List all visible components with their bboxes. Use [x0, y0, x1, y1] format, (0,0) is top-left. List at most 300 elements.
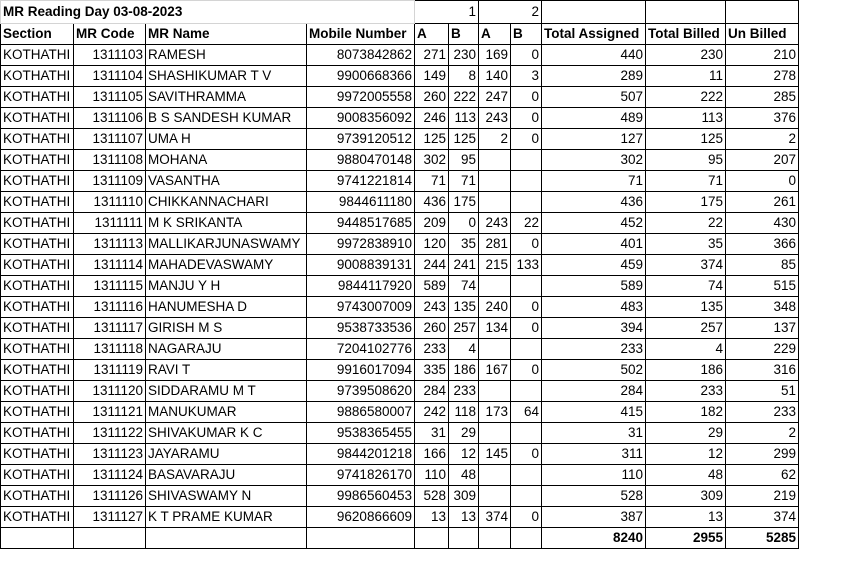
table-row	[1, 255, 799, 276]
cell-un-billed: 219	[726, 486, 799, 507]
table-row	[1, 276, 799, 297]
cell-group2-a: 169	[479, 45, 511, 66]
cell-group2-b: 22	[511, 213, 542, 234]
cell-group1-a: 166	[415, 444, 449, 465]
cell-total-billed: 11	[646, 66, 726, 87]
cell-mobile-number: 9972005558	[307, 87, 415, 108]
cell-mr-name: SHIVAKUMAR K C	[146, 423, 307, 444]
cell-total-assigned: 483	[542, 297, 646, 318]
cell-group1-b: 186	[449, 360, 479, 381]
cell-mr-name: NAGARAJU	[146, 339, 307, 360]
cell-mr-code: 1311113	[74, 234, 146, 255]
cell-un-billed: 261	[726, 192, 799, 213]
cell-section: KOTHATHI	[1, 129, 74, 150]
cell-total-assigned: 452	[542, 213, 646, 234]
cell-mobile-number: 7204102776	[307, 339, 415, 360]
cell-mr-code: 1311111	[74, 213, 146, 234]
cell-total-assigned: 31	[542, 423, 646, 444]
cell-mr-name: M K SRIKANTA	[146, 213, 307, 234]
header-group2-a: A	[479, 24, 511, 45]
cell-group2-a: 240	[479, 297, 511, 318]
cell-group1-a: 302	[415, 150, 449, 171]
cell-mobile-number: 9916017094	[307, 360, 415, 381]
cell-mr-code: 1311120	[74, 381, 146, 402]
cell-group1-b: 95	[449, 150, 479, 171]
header-total-billed: Total Billed	[646, 24, 726, 45]
table-row	[1, 423, 799, 444]
cell-total-billed: 125	[646, 129, 726, 150]
cell-section: KOTHATHI	[1, 234, 74, 255]
cell-group1-a: 246	[415, 108, 449, 129]
title-row	[1, 1, 799, 24]
table-row	[1, 444, 799, 465]
cell-group2-a: 281	[479, 234, 511, 255]
cell-group1-a: 260	[415, 87, 449, 108]
cell-section: KOTHATHI	[1, 486, 74, 507]
cell-group2-b: 0	[511, 87, 542, 108]
cell-mr-name: CHIKKANNACHARI	[146, 192, 307, 213]
cell-total-assigned: 589	[542, 276, 646, 297]
cell-group2-b: 0	[511, 318, 542, 339]
cell-mr-code: 1311103	[74, 45, 146, 66]
cell-group2-b	[511, 381, 542, 402]
cell-group2-a	[479, 276, 511, 297]
cell-group2-a: 140	[479, 66, 511, 87]
cell-group1-b: 257	[449, 318, 479, 339]
cell-mr-code: 1311107	[74, 129, 146, 150]
cell-group2-a: 243	[479, 108, 511, 129]
cell-mr-code: 1311106	[74, 108, 146, 129]
cell-total-assigned: 507	[542, 87, 646, 108]
cell-group2-a	[479, 339, 511, 360]
cell-total-assigned: 415	[542, 402, 646, 423]
cell-group2-a	[479, 423, 511, 444]
total-total-billed: 2955	[646, 528, 726, 549]
sheet-title: MR Reading Day 03-08-2023	[1, 1, 415, 24]
cell-group1-a: 125	[415, 129, 449, 150]
cell-section: KOTHATHI	[1, 192, 74, 213]
cell-total-billed: 13	[646, 507, 726, 528]
cell-group2-a: 173	[479, 402, 511, 423]
cell-un-billed: 2	[726, 423, 799, 444]
group-label-2: 2	[479, 1, 542, 24]
header-group1-b: B	[449, 24, 479, 45]
cell-mr-name: MALLIKARJUNASWAMY	[146, 234, 307, 255]
cell-group1-b: 71	[449, 171, 479, 192]
cell-mr-code: 1311121	[74, 402, 146, 423]
cell-mobile-number: 9008839131	[307, 255, 415, 276]
cell-mr-name: SIDDARAMU M T	[146, 381, 307, 402]
cell-mr-code: 1311105	[74, 87, 146, 108]
cell-mr-code: 1311123	[74, 444, 146, 465]
cell-group1-a: 149	[415, 66, 449, 87]
cell-group2-b: 0	[511, 129, 542, 150]
cell-group1-b: 113	[449, 108, 479, 129]
cell-group1-b: 0	[449, 213, 479, 234]
cell-total-billed: 175	[646, 192, 726, 213]
cell-group2-b	[511, 339, 542, 360]
cell-mobile-number: 9986560453	[307, 486, 415, 507]
cell-total-assigned: 110	[542, 465, 646, 486]
cell-group1-b: 48	[449, 465, 479, 486]
cell-mr-code: 1311122	[74, 423, 146, 444]
cell-group1-b: 74	[449, 276, 479, 297]
cell-un-billed: 2	[726, 129, 799, 150]
cell-group1-a: 242	[415, 402, 449, 423]
cell-mobile-number: 9972838910	[307, 234, 415, 255]
cell-group1-b: 135	[449, 297, 479, 318]
cell-mobile-number: 9741826170	[307, 465, 415, 486]
cell-total-assigned: 311	[542, 444, 646, 465]
cell-section: KOTHATHI	[1, 360, 74, 381]
cell-group1-a: 243	[415, 297, 449, 318]
cell-total-assigned: 528	[542, 486, 646, 507]
cell-group2-b: 0	[511, 360, 542, 381]
cell-total-billed: 186	[646, 360, 726, 381]
cell-total-billed: 230	[646, 45, 726, 66]
cell-total-billed: 95	[646, 150, 726, 171]
cell-section: KOTHATHI	[1, 45, 74, 66]
cell-mr-code: 1311118	[74, 339, 146, 360]
cell-group2-b: 0	[511, 297, 542, 318]
table-row	[1, 465, 799, 486]
cell-mr-code: 1311115	[74, 276, 146, 297]
cell-mr-name: VASANTHA	[146, 171, 307, 192]
cell-total-billed: 135	[646, 297, 726, 318]
totals-empty-cell	[146, 528, 307, 549]
cell-section: KOTHATHI	[1, 465, 74, 486]
totals-empty-cell	[415, 528, 449, 549]
cell-total-assigned: 387	[542, 507, 646, 528]
cell-mr-code: 1311117	[74, 318, 146, 339]
cell-mr-name: SHASHIKUMAR T V	[146, 66, 307, 87]
header-total-assigned: Total Assigned	[542, 24, 646, 45]
table-row	[1, 486, 799, 507]
table-row	[1, 171, 799, 192]
cell-group2-a: 2	[479, 129, 511, 150]
cell-un-billed: 374	[726, 507, 799, 528]
cell-group1-a: 31	[415, 423, 449, 444]
total-un-billed: 5285	[726, 528, 799, 549]
cell-group2-a	[479, 150, 511, 171]
cell-section: KOTHATHI	[1, 276, 74, 297]
cell-mr-name: MANJU Y H	[146, 276, 307, 297]
cell-mr-code: 1311127	[74, 507, 146, 528]
cell-total-assigned: 71	[542, 171, 646, 192]
table-row	[1, 360, 799, 381]
totals-empty-cell	[1, 528, 74, 549]
cell-group1-b: 222	[449, 87, 479, 108]
cell-mobile-number: 9880470148	[307, 150, 415, 171]
cell-total-assigned: 489	[542, 108, 646, 129]
cell-total-billed: 22	[646, 213, 726, 234]
cell-mobile-number: 9739508620	[307, 381, 415, 402]
cell-mr-name: K T PRAME KUMAR	[146, 507, 307, 528]
cell-group2-a	[479, 486, 511, 507]
cell-mr-name: MOHANA	[146, 150, 307, 171]
cell-mr-code: 1311104	[74, 66, 146, 87]
cell-total-billed: 29	[646, 423, 726, 444]
cell-un-billed: 85	[726, 255, 799, 276]
cell-un-billed: 515	[726, 276, 799, 297]
header-group2-b: B	[511, 24, 542, 45]
group-label-1: 1	[415, 1, 479, 24]
cell-un-billed: 233	[726, 402, 799, 423]
cell-total-billed: 309	[646, 486, 726, 507]
cell-mr-name: MANUKUMAR	[146, 402, 307, 423]
cell-mobile-number: 9538365455	[307, 423, 415, 444]
table-row	[1, 234, 799, 255]
cell-group2-b: 133	[511, 255, 542, 276]
cell-group2-a: 145	[479, 444, 511, 465]
header-mr-name: MR Name	[146, 24, 307, 45]
cell-group1-b: 8	[449, 66, 479, 87]
total-total-assigned: 8240	[542, 528, 646, 549]
cell-group2-b	[511, 423, 542, 444]
cell-group1-a: 71	[415, 171, 449, 192]
cell-group2-b	[511, 465, 542, 486]
cell-section: KOTHATHI	[1, 339, 74, 360]
cell-un-billed: 207	[726, 150, 799, 171]
cell-un-billed: 137	[726, 318, 799, 339]
cell-mr-name: HANUMESHA D	[146, 297, 307, 318]
cell-total-assigned: 302	[542, 150, 646, 171]
cell-un-billed: 376	[726, 108, 799, 129]
cell-total-assigned: 440	[542, 45, 646, 66]
cell-un-billed: 0	[726, 171, 799, 192]
cell-group2-b: 0	[511, 45, 542, 66]
cell-group2-b: 64	[511, 402, 542, 423]
cell-group1-a: 13	[415, 507, 449, 528]
cell-mr-code: 1311124	[74, 465, 146, 486]
cell-total-assigned: 284	[542, 381, 646, 402]
cell-group2-b: 0	[511, 234, 542, 255]
cell-group2-b: 0	[511, 108, 542, 129]
cell-mr-code: 1311119	[74, 360, 146, 381]
cell-section: KOTHATHI	[1, 255, 74, 276]
cell-total-billed: 35	[646, 234, 726, 255]
cell-section: KOTHATHI	[1, 150, 74, 171]
cell-mobile-number: 9844117920	[307, 276, 415, 297]
cell-group1-a: 110	[415, 465, 449, 486]
cell-un-billed: 51	[726, 381, 799, 402]
cell-un-billed: 285	[726, 87, 799, 108]
cell-total-assigned: 459	[542, 255, 646, 276]
cell-group1-b: 29	[449, 423, 479, 444]
cell-group1-b: 230	[449, 45, 479, 66]
cell-mr-name: JAYARAMU	[146, 444, 307, 465]
cell-group1-a: 120	[415, 234, 449, 255]
cell-total-billed: 74	[646, 276, 726, 297]
table-row	[1, 192, 799, 213]
cell-group2-b	[511, 276, 542, 297]
cell-mobile-number: 9739120512	[307, 129, 415, 150]
cell-mr-code: 1311126	[74, 486, 146, 507]
totals-row	[1, 528, 799, 549]
header-row	[1, 24, 799, 45]
cell-group2-a: 167	[479, 360, 511, 381]
cell-mr-code: 1311109	[74, 171, 146, 192]
cell-total-billed: 233	[646, 381, 726, 402]
cell-section: KOTHATHI	[1, 381, 74, 402]
totals-empty-cell	[307, 528, 415, 549]
cell-un-billed: 430	[726, 213, 799, 234]
cell-mr-code: 1311110	[74, 192, 146, 213]
cell-group1-a: 436	[415, 192, 449, 213]
table-row	[1, 339, 799, 360]
cell-group2-b	[511, 171, 542, 192]
cell-group2-a	[479, 171, 511, 192]
cell-group1-b: 233	[449, 381, 479, 402]
cell-mobile-number: 9844201218	[307, 444, 415, 465]
table-row	[1, 150, 799, 171]
table-row	[1, 66, 799, 87]
cell-section: KOTHATHI	[1, 87, 74, 108]
cell-total-billed: 222	[646, 87, 726, 108]
cell-total-assigned: 502	[542, 360, 646, 381]
cell-group1-a: 233	[415, 339, 449, 360]
cell-total-billed: 374	[646, 255, 726, 276]
cell-group1-a: 589	[415, 276, 449, 297]
cell-mobile-number: 9741221814	[307, 171, 415, 192]
cell-group2-b: 0	[511, 507, 542, 528]
cell-group1-b: 175	[449, 192, 479, 213]
cell-mobile-number: 9844611180	[307, 192, 415, 213]
header-mobile-number: Mobile Number	[307, 24, 415, 45]
totals-empty-cell	[511, 528, 542, 549]
cell-group1-b: 118	[449, 402, 479, 423]
cell-mobile-number: 9448517685	[307, 213, 415, 234]
cell-group2-a: 134	[479, 318, 511, 339]
cell-section: KOTHATHI	[1, 108, 74, 129]
cell-total-assigned: 289	[542, 66, 646, 87]
cell-section: KOTHATHI	[1, 171, 74, 192]
cell-total-billed: 257	[646, 318, 726, 339]
cell-group2-b	[511, 150, 542, 171]
cell-group2-b	[511, 192, 542, 213]
cell-section: KOTHATHI	[1, 507, 74, 528]
header-group1-a: A	[415, 24, 449, 45]
cell-mr-code: 1311114	[74, 255, 146, 276]
cell-un-billed: 316	[726, 360, 799, 381]
cell-total-billed: 48	[646, 465, 726, 486]
cell-group1-b: 4	[449, 339, 479, 360]
cell-mobile-number: 8073842862	[307, 45, 415, 66]
table-row	[1, 318, 799, 339]
cell-section: KOTHATHI	[1, 66, 74, 87]
cell-section: KOTHATHI	[1, 444, 74, 465]
cell-group2-a	[479, 465, 511, 486]
cell-total-billed: 12	[646, 444, 726, 465]
cell-total-billed: 113	[646, 108, 726, 129]
cell-group1-a: 260	[415, 318, 449, 339]
cell-mr-name: MAHADEVASWAMY	[146, 255, 307, 276]
table-row	[1, 87, 799, 108]
cell-group1-a: 209	[415, 213, 449, 234]
cell-un-billed: 348	[726, 297, 799, 318]
cell-group1-a: 528	[415, 486, 449, 507]
cell-group1-b: 309	[449, 486, 479, 507]
cell-group2-b: 3	[511, 66, 542, 87]
cell-mr-name: SHIVASWAMY N	[146, 486, 307, 507]
cell-group1-a: 271	[415, 45, 449, 66]
cell-mobile-number: 9886580007	[307, 402, 415, 423]
table-row	[1, 45, 799, 66]
cell-group1-b: 241	[449, 255, 479, 276]
cell-un-billed: 366	[726, 234, 799, 255]
cell-group1-b: 13	[449, 507, 479, 528]
cell-mr-name: GIRISH M S	[146, 318, 307, 339]
cell-mobile-number: 9538733536	[307, 318, 415, 339]
cell-group2-a	[479, 381, 511, 402]
cell-un-billed: 229	[726, 339, 799, 360]
cell-total-assigned: 401	[542, 234, 646, 255]
cell-total-assigned: 436	[542, 192, 646, 213]
header-mr-code: MR Code	[74, 24, 146, 45]
cell-mr-code: 1311116	[74, 297, 146, 318]
cell-group1-b: 35	[449, 234, 479, 255]
table-row	[1, 108, 799, 129]
cell-group2-a: 215	[479, 255, 511, 276]
cell-total-assigned: 127	[542, 129, 646, 150]
cell-mr-name: RAVI T	[146, 360, 307, 381]
cell-total-assigned: 233	[542, 339, 646, 360]
cell-mr-code: 1311108	[74, 150, 146, 171]
cell-section: KOTHATHI	[1, 402, 74, 423]
totals-empty-cell	[479, 528, 511, 549]
cell-mr-name: RAMESH	[146, 45, 307, 66]
table-row	[1, 402, 799, 423]
cell-total-billed: 71	[646, 171, 726, 192]
cell-group2-a: 247	[479, 87, 511, 108]
cell-group1-b: 125	[449, 129, 479, 150]
cell-total-assigned: 394	[542, 318, 646, 339]
cell-mobile-number: 9620866609	[307, 507, 415, 528]
cell-group2-a: 374	[479, 507, 511, 528]
cell-group2-b	[511, 486, 542, 507]
cell-mobile-number: 9008356092	[307, 108, 415, 129]
cell-mr-name: B S SANDESH KUMAR	[146, 108, 307, 129]
cell-group1-a: 335	[415, 360, 449, 381]
cell-group1-a: 284	[415, 381, 449, 402]
totals-empty-cell	[449, 528, 479, 549]
cell-group1-a: 244	[415, 255, 449, 276]
cell-mr-name: SAVITHRAMMA	[146, 87, 307, 108]
table-row	[1, 381, 799, 402]
table-row	[1, 213, 799, 234]
table-row	[1, 297, 799, 318]
cell-group2-a: 243	[479, 213, 511, 234]
cell-mr-name: UMA H	[146, 129, 307, 150]
cell-section: KOTHATHI	[1, 318, 74, 339]
cell-un-billed: 62	[726, 465, 799, 486]
cell-total-billed: 182	[646, 402, 726, 423]
table-row	[1, 507, 799, 528]
cell-mobile-number: 9900668366	[307, 66, 415, 87]
cell-mobile-number: 9743007009	[307, 297, 415, 318]
cell-un-billed: 299	[726, 444, 799, 465]
cell-section: KOTHATHI	[1, 213, 74, 234]
cell-group1-b: 12	[449, 444, 479, 465]
header-un-billed: Un Billed	[726, 24, 799, 45]
totals-empty-cell	[74, 528, 146, 549]
cell-total-billed: 4	[646, 339, 726, 360]
cell-section: KOTHATHI	[1, 423, 74, 444]
cell-section: KOTHATHI	[1, 297, 74, 318]
cell-group2-a	[479, 192, 511, 213]
cell-un-billed: 210	[726, 45, 799, 66]
header-section: Section	[1, 24, 74, 45]
